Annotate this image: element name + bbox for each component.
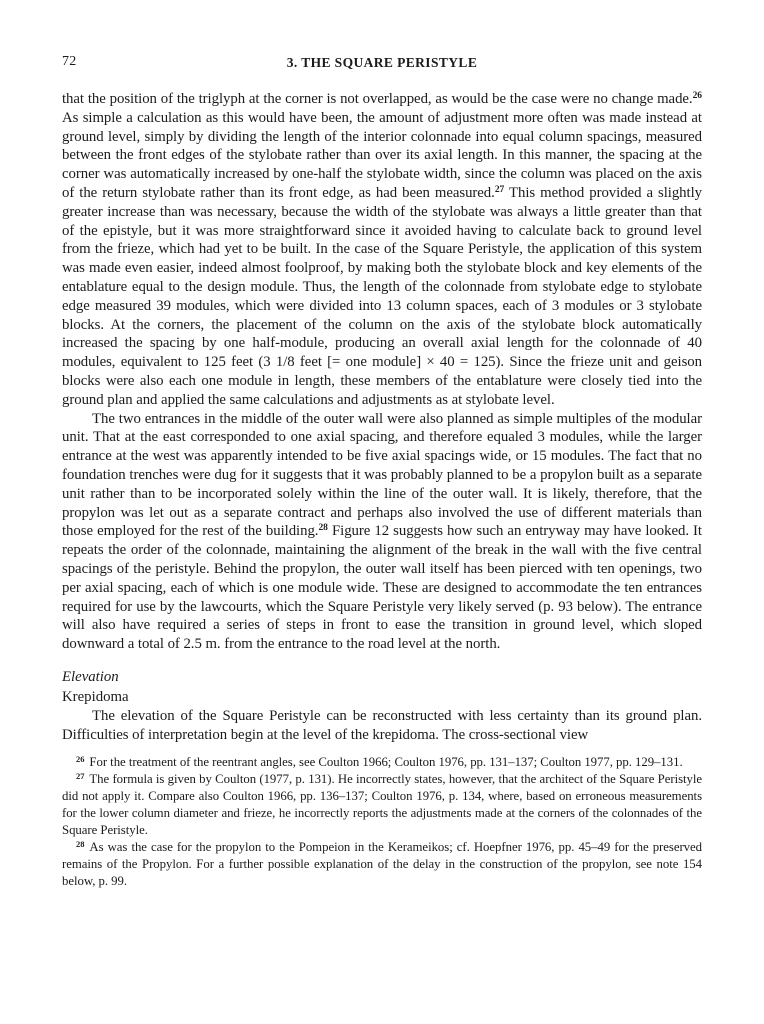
footnote-marker-27: 27 (76, 770, 85, 781)
main-text-block (62, 90, 702, 745)
body-paragraph-1 (62, 90, 702, 410)
paragraph-text: This method provided a slightly greater increase than was necessary, because the width of the stylobate was always a little greater than that of the epistyle, but it was more straightforward since it avoided having to calculate back to ground level from the frieze, which had yet to be built. In the case of the Square Peristyle, the application of this system was made even easier, indeed almost foolproof, by making both the stylobate block and key elements of the entablature equal to the design module. Thus, the length of the colonnade from stylobate edge to stylobate edge measured 39 modules, which were divided into 13 column spaces, each of 3 modules or 3 stylobate blocks. At the corners, the placement of the column on the axis of the stylobate block automatically increased the spacing by one half-module, producing an overall axial length for the colonnade of 40 modules, equivalent to 125 feet (3 1/8 feet [= one module] × 40 = 125). Since the frieze unit and geison blocks were also each one module in length, these members of the entablature were closely tied into the ground plan and applied the same calculations and adjustments as at stylobate level. (62, 184, 702, 408)
footnote-28 (62, 839, 702, 890)
footnote-text: The formula is given by Coulton (1977, p. 131). He incorrectly states, however, that the architect of the Square Peristyle did not apply it. Compare also Coulton 1966, pp. 136–137; Coulton 1976, p. 134, where, based on erroneous measurements for the lower column diameter and frieze, he incorrectly reports the adjustments made at the corners of the colonnades of the Square Peristyle. (62, 771, 702, 837)
body-paragraph-2 (62, 410, 702, 654)
footnote-ref-28: 28 (318, 523, 328, 534)
paragraph-text: Figure 12 suggests how such an entryway may have looked. It repeats the order of the colonnade, maintaining the alignment of the break in the wall with the five central spacings of the peristyle. Behind the propylon, the outer wall itself has been pierced with ten openings, two per axial spacing, each of which is one module wide. These are designed to accommodate the ten entrances required for use by the lawcourts, which the Square Peristyle very likely served (p. 93 below). The entrance will also have required a series of steps in front to ease the transition in ground level, which sloped downward a total of 2.5 m. from the entrance to the road level at the north. (62, 523, 702, 653)
page-header (62, 54, 702, 72)
paragraph-text: that the position of the triglyph at the corner is not overlapped, as would be the case were no change made. (62, 91, 693, 107)
paragraph-text: The two entrances in the middle of the outer wall were also planned as simple multiples of the modular unit. That at the east corresponded to one axial spacing, and therefore equaled 3 modules, while the larger entrance at the west was apparently intended to be five axial spacings wide, or 15 modules. The fact that no foundation trenches were dug for it suggests that it was probably planned to be a propylon built as a separate unit rather than to be incorporated solely within the line of the outer wall. It is likely, therefore, that the propylon was let out as a separate contract and perhaps also involved the use of different materials than those employed for the rest of the building. (62, 410, 702, 540)
footnote-26 (62, 754, 702, 771)
footnote-marker-26: 26 (76, 753, 85, 764)
running-head: 3. THE SQUARE PERISTYLE (286, 55, 478, 70)
section-heading-elevation: Elevation (62, 668, 119, 685)
footnote-ref-27: 27 (494, 184, 505, 195)
footnote-ref-26: 26 (692, 91, 702, 101)
footnote-marker-28: 28 (76, 838, 85, 849)
footnote-27 (62, 771, 702, 839)
footnote-text: As was the case for the propylon to the Pompeion in the Kerameikos; cf. Hoepfner 1976, pp. 45–49 for the preserved remains of the Propylon. For a further possible explanation of the delay in the construction of the propylon, see note 154 below, p. 99. (62, 839, 702, 888)
paragraph-text: As simple a calculation as this would have been, the amount of adjustment more often was made instead at ground level, simply by dividing the length of the interior colonnade into equal column spacings, measured between the front edges of the stylobate rather than over its axial length. In this manner, the spacing at the corner was automatically increased by one-half the stylobate width, since the column was placed on the axis of the return stylobate rather than its front edge, as had been measured. (62, 109, 702, 201)
footnotes-section (62, 754, 702, 890)
page-number: 72 (62, 54, 77, 69)
subsection-heading-krepidoma: Krepidoma (62, 688, 129, 705)
footnote-text: For the treatment of the reentrant angles, see Coulton 1966; Coulton 1976, pp. 131–137; Coulton 1977, pp. 129–131. (89, 754, 683, 769)
body-paragraph-3: The elevation of the Square Peristyle can be reconstructed with less certainty than its ground plan. Difficulties of interpretation begin at the level of the krepidoma. The cross-sectional view (62, 707, 702, 743)
